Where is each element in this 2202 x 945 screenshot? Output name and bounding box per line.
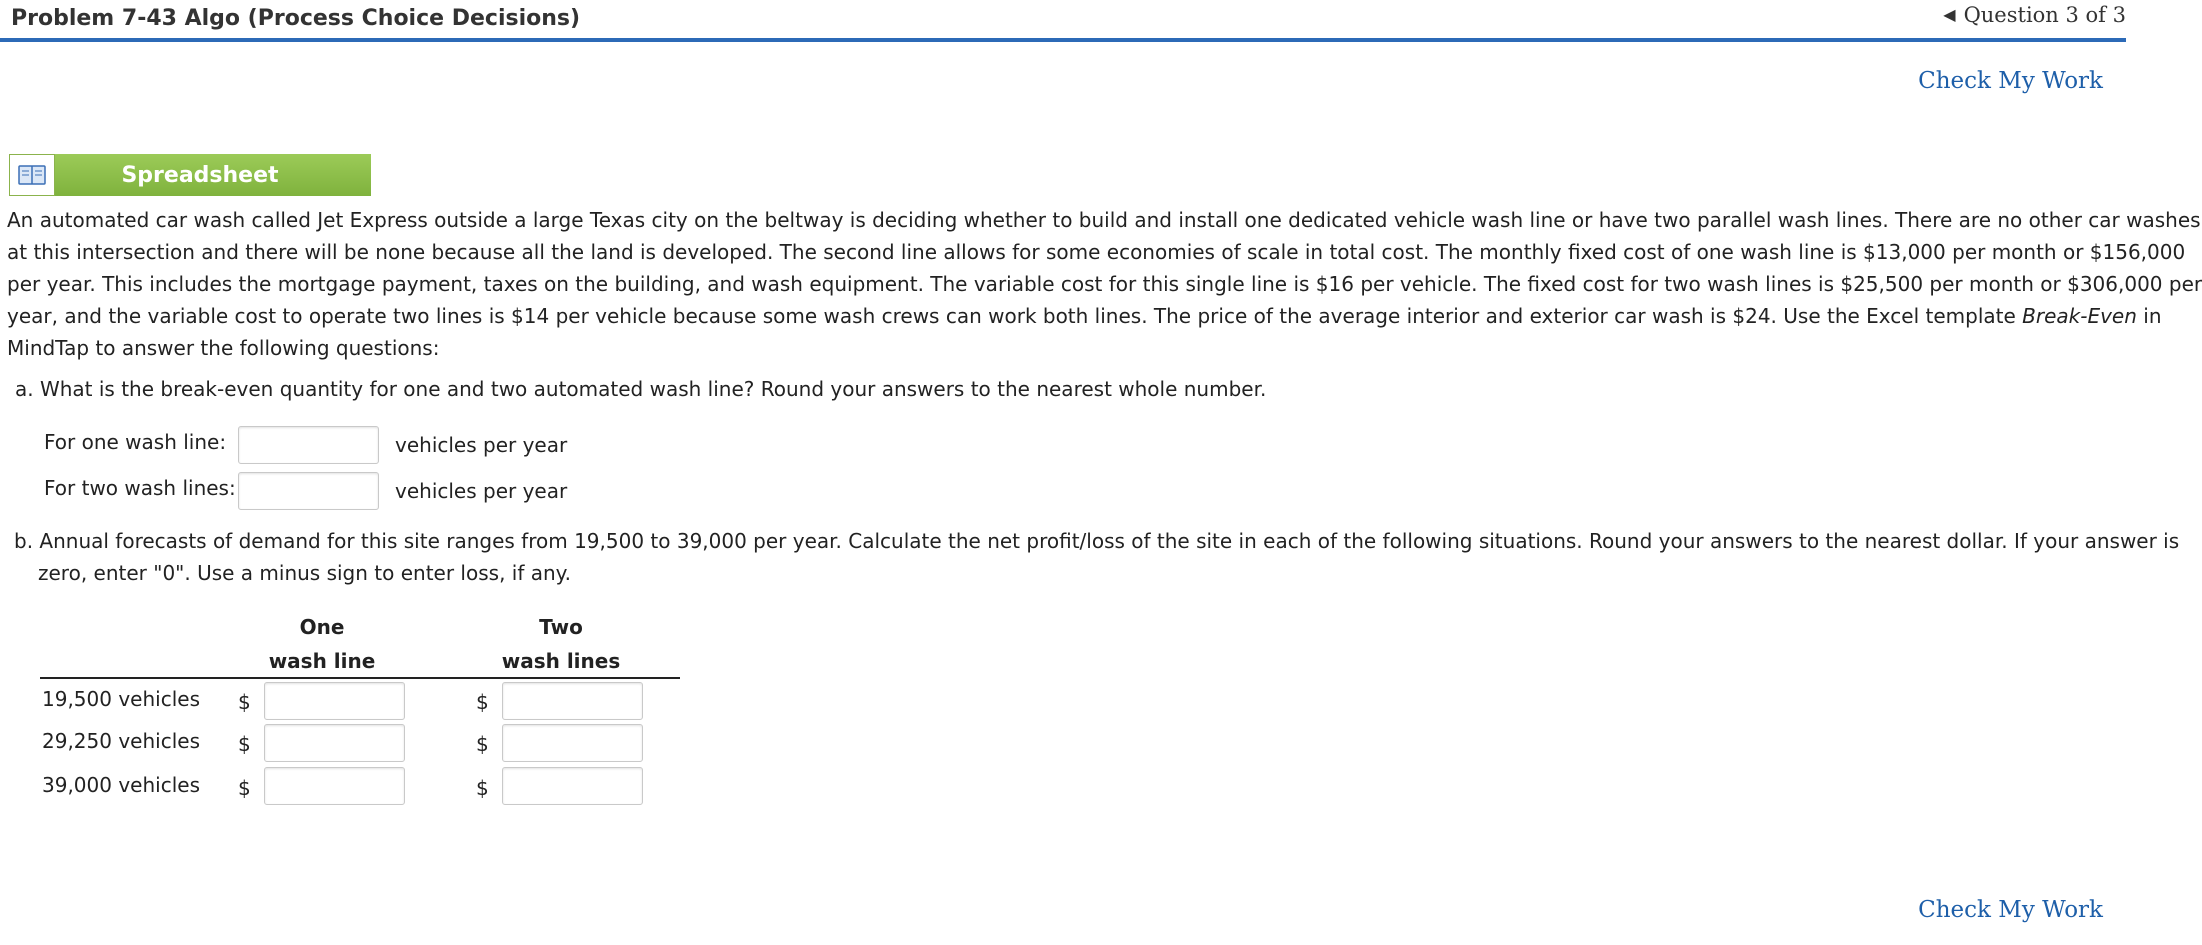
question-b [14,525,2179,589]
two-wash-lines-input[interactable] [238,472,379,510]
unit-label: vehicles per year [395,479,568,503]
column-header-top: Two [539,615,583,639]
table-row-label: 19,500 vehicles [42,687,200,711]
unit-label: vehicles per year [395,433,568,457]
column-header-bottom: wash line [268,649,376,673]
column-header-two-wash-lines [471,610,651,678]
question-nav-label: Question 3 of 3 [1963,3,2126,27]
book-icon [18,164,46,186]
two-wash-lines-label: For two wash lines: [44,476,236,500]
column-header-top: One [299,615,345,639]
intro-line: MindTap to answer the following questions: [7,336,440,360]
spreadsheet-label: Spreadsheet [55,154,371,196]
profit-two-lines-input[interactable] [502,767,643,805]
problem-description [7,204,2202,364]
currency-symbol: $ [476,776,489,800]
profit-one-line-input[interactable] [264,767,405,805]
profit-one-line-input[interactable] [264,724,405,762]
spreadsheet-icon-box [9,154,55,196]
one-wash-line-input[interactable] [238,426,379,464]
table-row-label: 39,000 vehicles [42,773,200,797]
intro-line: at this intersection and there will be none because all the land is developed. The second line allows for some economies of scale in total cost. The monthly fixed cost of one wash line is $13,000 per month or $156,000 [7,240,2186,264]
column-header-one-wash-line [232,610,412,678]
profit-two-lines-input[interactable] [502,682,643,720]
profit-one-line-input[interactable] [264,682,405,720]
table-row-label: 29,250 vehicles [42,729,200,753]
currency-symbol: $ [476,690,489,714]
header-bar [0,0,2126,42]
page-title: Problem 7-43 Algo (Process Choice Decisions) [11,6,581,31]
table-header-divider [40,677,680,679]
column-header-bottom: wash lines [501,649,621,673]
currency-symbol: $ [238,732,251,756]
question-b-line: zero, enter "0". Use a minus sign to enter loss, if any. [38,561,572,585]
profit-two-lines-input[interactable] [502,724,643,762]
intro-line-text: year, and the variable cost to operate two lines is $14 per vehicle because some wash crews can work both lines. The price of the average interior and exterior car wash is $24. Use the Excel template [7,304,2023,328]
question-nav[interactable] [1943,3,2126,27]
check-my-work-button[interactable]: Check My Work [1918,897,2103,923]
currency-symbol: $ [476,732,489,756]
question-a: a. What is the break-even quantity for one and two automated wash line? Round your answers to the nearest whole number. [15,377,1267,401]
template-name: Break-Even [2022,304,2137,328]
currency-symbol: $ [238,690,251,714]
currency-symbol: $ [238,776,251,800]
intro-line: An automated car wash called Jet Express outside a large Texas city on the beltway is deciding whether to build and install one dedicated vehicle wash line or have two parallel wash lines. There are no other car washes [7,208,2201,232]
caret-left-icon[interactable]: ◀ [1943,5,1956,24]
intro-line-text: in [2136,304,2162,328]
intro-line [7,300,2162,332]
one-wash-line-label: For one wash line: [44,430,227,454]
intro-line: per year. This includes the mortgage payment, taxes on the building, and wash equipment. The variable cost for this single line is $16 per vehicle. The fixed cost for two wash lines is $25,500 per month or $306,000 per [7,272,2202,296]
check-my-work-button[interactable]: Check My Work [1918,68,2103,94]
spreadsheet-button[interactable] [9,154,371,196]
question-b-line: b. Annual forecasts of demand for this site ranges from 19,500 to 39,000 per year. Calculate the net profit/loss of the site in each of the following situations. Round your answers to the nearest dollar. If your answer is [14,529,2180,553]
